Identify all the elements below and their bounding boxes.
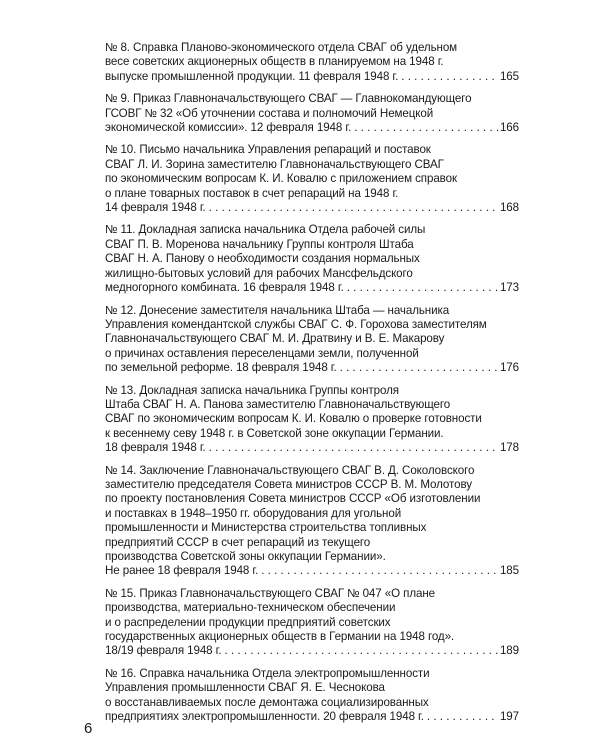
toc-entry-line: № 14. Заключение Главноначальствующего СВАГ В. Д. Соколовского bbox=[105, 463, 475, 477]
toc-entry-date: 18 февраля 1948 г. bbox=[105, 441, 206, 455]
toc-entry-line: по экономическим вопросам К. И. Ковалю с приложением справок bbox=[105, 172, 457, 186]
dot-leader bbox=[225, 644, 498, 658]
dot-leader bbox=[354, 121, 498, 135]
toc-entry-line: № 10. Письмо начальника Управления репараций и поставок bbox=[105, 143, 431, 157]
toc-entry-line: № 9. Приказ Главноначальствующего СВАГ — Главнокомандующего bbox=[105, 92, 472, 106]
toc-entry-last-line bbox=[105, 644, 519, 658]
toc-entry-line: о плане товарных поставок в счет репараций на 1948 г. bbox=[105, 186, 399, 200]
toc-entry-line: производства, материально-техническом обеспечении bbox=[105, 601, 396, 615]
toc-entry-date: экономической комиссии». 12 февраля 1948 г. bbox=[105, 121, 352, 135]
toc-entry-line: № 16. Справка начальника Отдела электропромышленности bbox=[105, 666, 430, 680]
dot-leader bbox=[209, 441, 498, 455]
toc-page-ref: 168 bbox=[499, 201, 519, 215]
toc-entry-line: № 12. Донесение заместителя начальника Штаба — начальника bbox=[105, 303, 450, 317]
page-number: 6 bbox=[84, 720, 93, 737]
toc-entry-date: 18/19 февраля 1948 г. bbox=[105, 644, 222, 658]
toc-entry-last-line bbox=[105, 564, 519, 578]
toc-entry bbox=[105, 92, 519, 135]
toc-entry-line: ГСОВГ № 32 «Об уточнении состава и полномочий Немецкой bbox=[105, 106, 434, 120]
dot-leader bbox=[209, 201, 498, 215]
toc-entry-last-line bbox=[105, 441, 519, 455]
toc-entry-line: № 8. Справка Планово-экономического отдела СВАГ об удельном bbox=[105, 41, 458, 54]
toc-entry-line: о восстанавливаемых после демонтажа социализированных bbox=[105, 695, 429, 709]
toc-entry-line: заместителю председателя Совета министров СССР В. М. Молотову bbox=[105, 477, 472, 491]
toc-entry-date: выпуске промышленной продукции. 11 февраля 1948 г. bbox=[105, 69, 399, 83]
toc-entry-last-line bbox=[105, 710, 519, 724]
toc-entry-date: Не ранее 18 февраля 1948 г. bbox=[105, 564, 259, 578]
toc-entry bbox=[105, 143, 519, 215]
toc-entry-line: и о распределении продукции предприятий советских bbox=[105, 615, 391, 629]
toc-entry-line: СВАГ Н. А. Панову о необходимости создания нормальных bbox=[105, 252, 420, 266]
toc-page-ref: 173 bbox=[499, 281, 519, 295]
toc-entry-line: СВАГ П. В. Моренова начальнику Группы контроля Штаба bbox=[105, 237, 414, 251]
dot-leader bbox=[427, 710, 498, 724]
toc-entry-last-line bbox=[105, 201, 519, 215]
toc-entry-line: Штаба СВАГ Н. А. Панова заместителю Главноначальствующего bbox=[105, 397, 451, 411]
toc-page-ref: 165 bbox=[499, 69, 519, 83]
toc-entry-date: 14 февраля 1948 г. bbox=[105, 201, 206, 215]
toc-entry bbox=[105, 384, 519, 456]
toc-entry-date: предприятиях электропромышленности. 20 февраля 1948 г. bbox=[105, 710, 424, 724]
toc-page-ref: 189 bbox=[499, 644, 519, 658]
toc-entry bbox=[105, 667, 519, 725]
toc-entry-date: по земельной реформе. 18 февраля 1948 г. bbox=[105, 361, 337, 375]
toc-entry-last-line bbox=[105, 70, 519, 84]
toc-entry bbox=[105, 223, 519, 295]
toc-entry-line: СВАГ Л. И. Зорина заместителю Главноначальствующего СВАГ bbox=[105, 157, 444, 171]
toc-entry bbox=[105, 587, 519, 659]
toc-entry-line: Главноначальствующего СВАГ М. И. Дратвину и В. Е. Макарову bbox=[105, 332, 445, 346]
toc-entry-line: о причинах оставления переселенцами земли, полученной bbox=[105, 346, 419, 360]
toc-entry-date: медногорного комбината. 16 февраля 1948 г. bbox=[105, 281, 344, 295]
toc-page-ref: 178 bbox=[499, 441, 519, 455]
toc-entry-line: промышленности и Министерства строительства топливных bbox=[105, 521, 427, 535]
toc-entry-last-line bbox=[105, 281, 519, 295]
table-of-contents bbox=[105, 41, 519, 732]
dot-leader bbox=[401, 70, 498, 84]
toc-entry-line: № 15. Приказ Главноначальствующего СВАГ № 047 «О плане bbox=[105, 586, 435, 600]
toc-page-ref: 166 bbox=[499, 121, 519, 135]
toc-page-ref: 197 bbox=[499, 710, 519, 724]
toc-entry-line: предприятий СССР в счет репараций из текущего bbox=[105, 535, 371, 549]
dot-leader bbox=[340, 361, 498, 375]
toc-entry-line: Управления промышленности СВАГ Я. Е. Чеснокова bbox=[105, 681, 385, 695]
dot-leader bbox=[261, 564, 498, 578]
toc-entry bbox=[105, 41, 519, 84]
toc-page-ref: 176 bbox=[499, 361, 519, 375]
toc-entry-line: СВАГ по экономическим вопросам К. И. Ковалю о проверке готовности bbox=[105, 412, 482, 426]
toc-entry-line: по проекту постановления Совета министров СССР «Об изготовлении bbox=[105, 492, 481, 506]
toc-entry-line: жилищно-бытовых условий для рабочих Мансфельдского bbox=[105, 266, 413, 280]
dot-leader bbox=[347, 281, 498, 295]
toc-entry-line: № 11. Докладная записка начальника Отдела рабочей силы bbox=[105, 223, 426, 237]
toc-page-ref: 185 bbox=[499, 564, 519, 578]
toc-entry-line: Управления комендантской службы СВАГ С. Ф. Горохова заместителям bbox=[105, 317, 487, 331]
toc-entry-line: весе советских акционерных обществ в планируемом на 1948 г. bbox=[105, 55, 444, 69]
toc-entry-line: к весеннему севу 1948 г. в Советской зоне оккупации Германии. bbox=[105, 426, 444, 440]
toc-entry-line: № 13. Докладная записка начальника Группы контроля bbox=[105, 383, 399, 397]
toc-entry-line: и поставках в 1948–1950 гг. оборудования для угольной bbox=[105, 506, 402, 520]
toc-entry-line: государственных акционерных обществ в Германии на 1948 год». bbox=[105, 630, 455, 644]
toc-entry-line: производства Советской зоны оккупации Германии». bbox=[105, 550, 386, 563]
toc-entry bbox=[105, 464, 519, 579]
toc-entry bbox=[105, 304, 519, 376]
toc-entry-last-line bbox=[105, 121, 519, 135]
toc-entry-last-line bbox=[105, 361, 519, 375]
